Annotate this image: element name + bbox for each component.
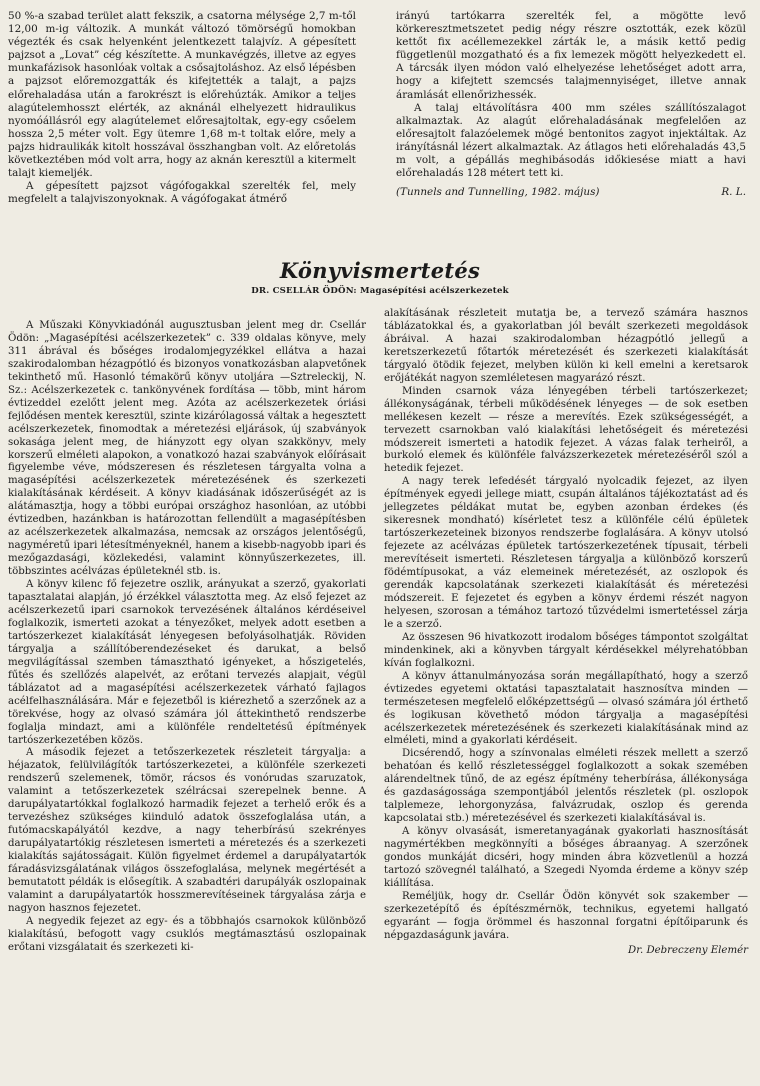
paragraph: Minden csarnok váza lényegében térbeli tartószerkezet; állékonyságának, térbeli működésének lényeges — de sok esetben mellékesen kezelt — része a merevítés. Ezek szükségességét, a tervezett csarnokban való kialakítási lehetőségeit és méretezési módszereit ismerteti a hatodik fejezet. A vázas falak terheiről, a burkoló elemek és különféle falvázszerkezetek méretezéséről szól a hetedik fejezet.: [384, 385, 748, 475]
paragraph: A könyv olvasását, ismeretanyagának gyakorlati hasznosítását nagymértékben megkönnyíti a bőséges ábraanyag. A szerzőnek gondos munkáját dicséri, hogy minden ábra közvetlenül a hozzá tartozó szövegnél található, a Szegedi Nyomda érdeme a könyv szép kiállítása.: [384, 826, 748, 889]
review-subtitle: DR. CSELLÁR ÖDÖN: Magasépítési acélszerkezetek: [251, 286, 509, 296]
paragraph: A gépesített pajzsot vágófogakkal szerelték fel, mely megfelelt a talajviszonyoknak. A vágófogakat átmérő: [8, 180, 356, 206]
paragraph: A nagy terek lefedését tárgyaló nyolcadik fejezet, az ilyen építmények egyedi jellege miatt, csupán általános tájékoztatást ad és jellegzetes példákat mutat be, egyben azonban érdekes (és sikeresnek mondható) kísérletet tesz a különféle célú épületek tartószerkezeteinek bizonyos rendszerbe foglalására. A könyv utolsó fejezete az acélvázas épületek tartószerkezetének típusait, térbeli merevítéseit ismerteti. Részletesen tárgyalja a különböző korszerű födémtípusokat, a váz elemeinek méretezését, az oszlopok és gerendák kapcsolatának szerkezeti kialakítását és méretezési módszereit. E fejezetet és egyben a könyv érdemi részét nagyon helyesen, szorosan a témához tartozó tűzvédelmi ismertetéssel zárja le a szerző.: [384, 476, 748, 630]
author-initials: R. L.: [721, 186, 746, 199]
paragraph: Az összesen 96 hivatkozott irodalom bőséges támpontot szolgáltat mindenkinek, aki a könyvben tárgyalt kérdésekkel mélyrehatóbban kíván foglalkozni.: [384, 631, 748, 669]
paragraph: Reméljük, hogy dr. Csellár Ödön könyvét sok szakember — szerkezetépítő és építészmérnök, technikus, egyetemi hallgató egyaránt — fogja örömmel és haszonnal forgatni építőiparunk és népgazdaságunk javára.: [384, 890, 748, 941]
top-right-column: [396, 10, 746, 199]
paragraph: alakításának részleteit mutatja be, a tervező számára hasznos táblázatokkal és, a gyakorlatban jól bevált szerkezeti megoldások ábráival. A hazai szakirodalomban hézagpótló jellegű a keretszerkezetű főtartók méretezését és szerkezeti kialakítását tárgyaló ötödik fejezet, melyben külön ki kell emelni a keretsarok erőjátékát nagyon szemléletesen magyarázó részt.: [384, 308, 748, 384]
paragraph: A könyv áttanulmányozása során megállapítható, hogy a szerző évtizedes egyetemi oktatási tapasztalatait hasznosítva minden — természetesen megfelelő előképzettségű — olvasó számára jól érthető és logikusan követhető módon tárgyalja a magasépítési acélszerkezetek méretezésének és szerkezeti kialakításának mind az elméleti, mind a gyakorlati kérdéseit.: [384, 670, 748, 747]
review-signature: Dr. Debreczeny Elemér: [628, 944, 748, 956]
source-citation: (Tunnels and Tunnelling, 1982. május): [396, 186, 600, 199]
bottom-left-column: [8, 320, 366, 955]
paragraph: A második fejezet a tetőszerkezetek részleteit tárgyalja: a héjazatok, felülvilágítók tartószerkezetei, a különféle szerkezeti rendszerű szelemenek, tömör, rácsos és vonórudas szaruzatok, valamint a tetőszerkezetek szélrácsai szerepelnek benne. A darupályatartókkal foglalkozó harmadik fejezet a terhelő erők és a tervezéshez szükséges kiinduló adatok összefoglalása után, a futómacskapályától kezdve, a nagy teherbírású szekrényes darupályatartókig részletesen ismerteti a méretezés és a szerkezeti kialakítás sajátosságait. Külön figyelmet érdemel a darupályatartók fáradásvizsgálatának világos összefoglalása, melynek megértését a bemutatott példák is elősegítik. A szabadtéri darupályák oszlopainak valamint a darupályatartók hosszmerevítéseinek tárgyalása zárja e nagyon hasznos fejezetet.: [8, 747, 366, 914]
review-heading: [0, 258, 760, 296]
source-line: [396, 186, 746, 199]
section-title: Könyvismertetés: [279, 258, 481, 283]
paragraph: A könyv kilenc fő fejezetre oszlik, arányukat a szerző, gyakorlati tapasztalatai alapján, jó érzékkel választotta meg. Az első fejezet az acélszerkezetű ipari csarnokok tervezésének általános kérdéseivel foglalkozik, ismerteti azokat a tényezőket, melyek adott esetben a tartószerkezet kialakítását lényegesen befolyásolhatják. Röviden tárgyalja a szállítóberendezéseket és darukat, a belső megvilágítással szemben támasztható igényeket, a hőszigetelés, fűtés és szellőzés alapelvét, az erőtani tervezés alapjait, végül táblázatot ad a magasépítési acélszerkezetek várható fajlagos acélfelhasználására. Már e fejezetből is kiérezhető a szerzőnek az a törekvése, hogy az olvasó számára jól áttekinthető rendszerbe foglalja mindazt, ami a különféle rendeltetésű építmények tartószerkezetében közös.: [8, 579, 366, 746]
bottom-right-column: [384, 308, 748, 958]
paragraph: irányú tartókarra szerelték fel, a mögötte levő körkeresztmetszetet pedig négy részre osztották, ezek közül kettőt fix acéllemezekkel zárták le, a másik kettő pedig függetlenül mozgatható és a fix lemezek mögött helyezkedett el. A tárcsák ilyen módon való elhelyezése lehetőséget adott arra, hogy a kifejtett szemcsés talajmennyiséget, illetve annak áramlását ellenőrizhessék.: [396, 10, 746, 101]
top-left-column: [8, 10, 356, 206]
paragraph: 50 %-a szabad terület alatt fekszik, a csatorna mélysége 2,7 m-től 12,00 m-ig változik. A munkát változó tömörségű homokban végezték és csak helyenként jelentkezett talajvíz. A gépesített pajzsot a „Lovat” cég készítette. A munkavégzés, illetve az egyes munkafázisok hasonlóak voltak a csősajtoláshoz. Az első lépésben a pajzsot előremozgatták és kifejtették a talajt, a pajzs előrehaladása után a farokrészt is előrehúzták. Amikor a teljes alagútelemhosszt elérték, az aknánál elhelyezett hidraulikus nyomóállásról egy alagútelemet előresajtoltak, egy-egy csőelem hossza 2,5 méter volt. Egy ütemre 1,68 m-t toltak előre, mely a pajzs hidraulikák kitolt hosszával összhangban volt. Az előretolás következtében mód volt arra, hogy az aknán keresztül a kitermelt talajt kiemeljék.: [8, 10, 356, 180]
paragraph: A negyedik fejezet az egy- és a többhajós csarnokok különböző kialakítású, befogott vagy csuklós megtámasztású oszlopainak erőtani vizsgálatait és szerkezeti ki-: [8, 915, 366, 953]
paragraph: A Műszaki Könyvkiadónál augusztusban jelent meg dr. Csellár Ödön: „Magasépítési acélszerkezetek” c. 339 oldalas könyve, mely 311 ábrával és bőséges irodalomjegyzékkel ellátva a hazai szakirodalomban hézagpótló és bizonyos vonatkozásban alapvetőnek tekinthető mű. Hasonló témakörű könyv utoljára —Sztreleckij, N. Sz.: Acélszerkezetek c. tankönyvének fordítása — több, mint három évtizeddel ezelőtt jelent meg. Azóta az acélszerkezetek óriási fejlődésen mentek keresztül, szinte kizárólagossá váltak a hegesztett acélszerkezetek, finomodtak a méretezési eljárások, új szabványok sokasága jelent meg, de hiányzott egy olyan szakkönyv, mely korszerű elméleti alapokon, a vonatkozó hazai szabványok előírásait figyelembe véve, módszeresen és részletesen tárgyalta volna a magasépítési acélszerkezetek méretezésének és szerkezeti kialakításának kérdéseit. A könyv kiadásának időszerűségét az is alátámasztja, hogy a többi európai országhoz hasonlóan, az utóbbi évtizedben, hazánkban is határozottan fellendült a magasépítésben az acélszerkezetek alkalmazása, nemcsak az országos jelentőségű, nagyméretű ipari létesítményeknél, hanem a kisebb-nagyobb ipari és mezőgazdasági, közlekedési, valamint könnyűszerkezetes, ill. többszintes acélvázas épületeknél stb. is.: [8, 320, 366, 578]
paragraph: A talaj eltávolításra 400 mm széles szállítószalagot alkalmaztak. Az alagút előrehaladásának megfelelően az előresajtolt falazóelemek mögé bentonitos zagyot injektáltak. Az irányításnál lézert alkalmaztak. Az átlagos heti előrehaladás 43,5 m volt, a gépállás meghibásodás időkiesése miatt a havi előrehaladás 128 métert tett ki.: [396, 101, 746, 180]
paragraph: Dicsérendő, hogy a színvonalas elméleti részek mellett a szerző behatóan és kellő részletességgel foglalkozott a sokak szemében alárendeltnek tűnő, de az egész építmény teherbírása, állékonysága és gazdaságossága szempontjából jelentős részletek (pl. oszlopok talplemeze, lehorgonyzása, falvázrudak, oszlop és gerenda kapcsolatai stb.) méretezésével és szerkezeti kialakításával is.: [384, 748, 748, 825]
